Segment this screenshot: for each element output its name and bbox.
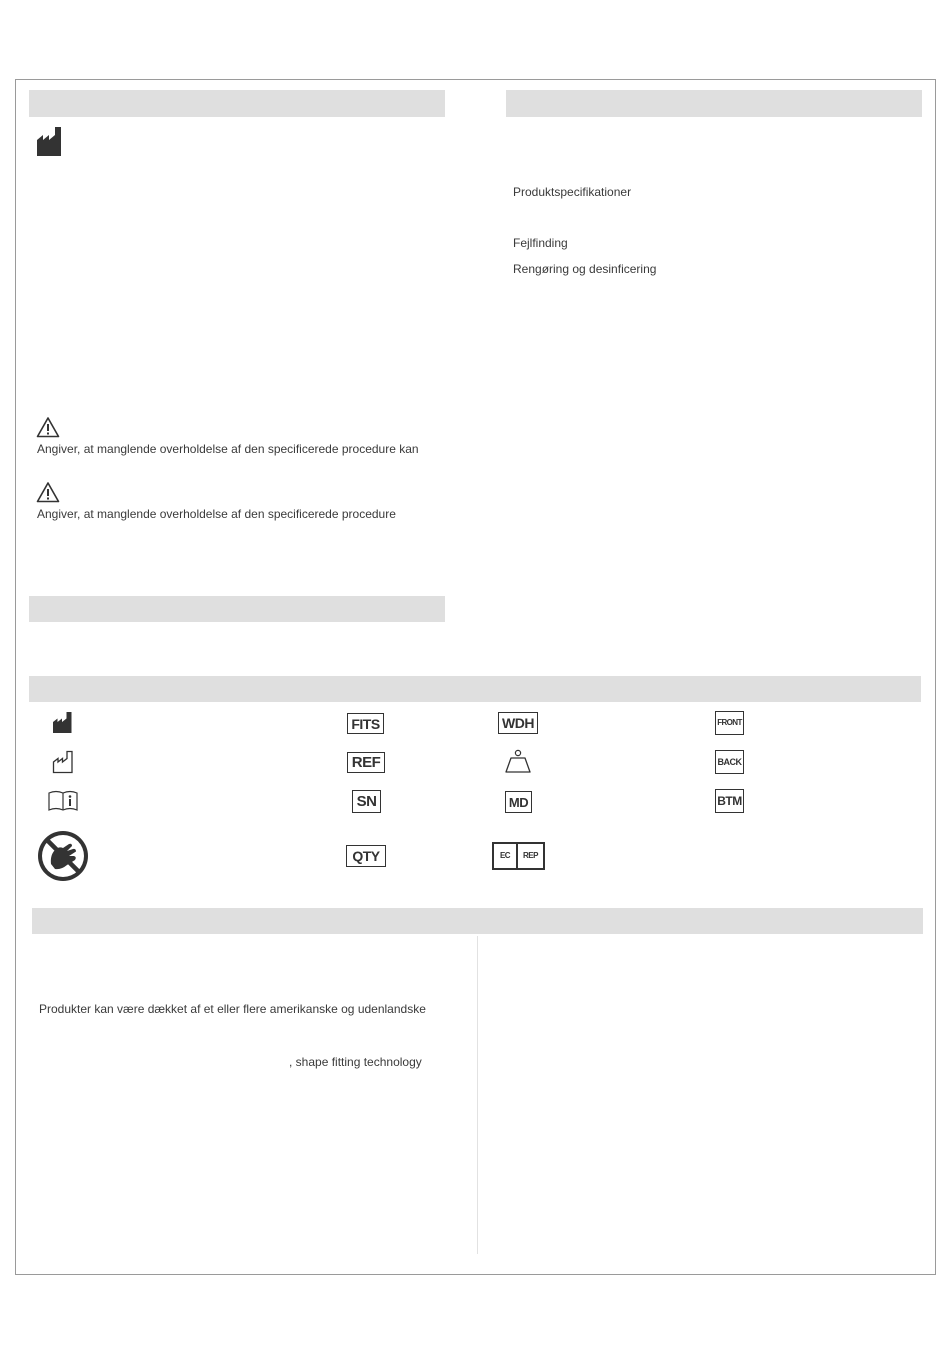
serial-number-symbol: SN	[352, 790, 381, 813]
patents-text-line1: Produkter kan være dækket af et eller flere amerikanske og udenlandske	[39, 1002, 426, 1016]
bottom-symbol: BTM	[715, 789, 744, 813]
caution-text: Angiver, at manglende overholdelse af den specificerede procedure kan	[37, 442, 419, 456]
quantity-symbol: QTY	[346, 845, 386, 867]
weight-icon	[504, 749, 532, 774]
fits-symbol: FITS	[347, 713, 384, 734]
toc-item-product-specifications: Produktspecifikationer	[513, 185, 632, 199]
back-symbol: BACK	[715, 750, 744, 774]
toc-item-cleaning: Rengøring og desinficering	[513, 262, 657, 276]
manufacturer-icon	[36, 126, 64, 157]
section-header-contents	[506, 90, 922, 117]
do-not-touch-icon	[36, 829, 90, 883]
patents-text-line2: , shape fitting technology	[289, 1055, 422, 1069]
section-header-left-lower	[29, 596, 445, 622]
medical-device-symbol: MD	[505, 791, 532, 813]
date-of-manufacture-icon	[52, 750, 74, 774]
caution-warning-icon	[36, 416, 60, 438]
warning-icon	[36, 481, 60, 503]
front-symbol: FRONT	[715, 711, 744, 735]
toc-item-troubleshooting: Fejlfinding	[513, 236, 568, 250]
ec-rep-symbol	[492, 842, 545, 870]
section-header-symbols	[29, 676, 921, 702]
section-header-patents	[32, 908, 923, 934]
dimensions-wdh-symbol: WDH	[498, 712, 538, 734]
column-divider	[477, 936, 478, 1254]
ec-rep-rep-label: REP	[523, 851, 538, 860]
consult-instructions-icon	[47, 789, 79, 812]
ref-symbol: REF	[347, 752, 385, 773]
ec-rep-ec-label: EC	[494, 844, 518, 868]
warning-text: Angiver, at manglende overholdelse af den specificerede procedure	[37, 507, 396, 521]
manufacturer-icon	[52, 711, 74, 734]
section-header-manufacturer	[29, 90, 445, 117]
